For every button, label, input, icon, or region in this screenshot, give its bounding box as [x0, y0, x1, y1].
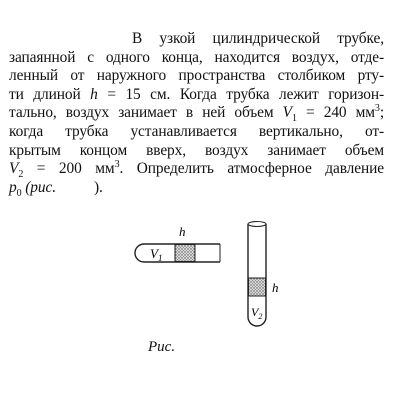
- text-segment: Когда трубка лежит горизон-: [179, 85, 385, 103]
- h-label-vertical: h: [272, 280, 279, 295]
- p0-symbol: p: [9, 178, 17, 196]
- horizontal-tube: [135, 224, 220, 263]
- mercury-column-vertical: [249, 278, 266, 296]
- text-line-1: [9, 30, 384, 49]
- v1-value: = 240 мм: [296, 104, 375, 122]
- text-segment: (рис.: [25, 178, 56, 196]
- v1-label: $V_1$: [150, 246, 163, 263]
- text-line-9: [9, 179, 384, 198]
- h-label-horizontal: h: [179, 224, 186, 239]
- text-line-7: [9, 142, 384, 161]
- v2-label: $V_2$: [251, 305, 263, 321]
- text-segment: Определить атмосферное давление: [136, 160, 384, 178]
- p0-subscript: 0: [16, 187, 22, 199]
- problem-text: [9, 30, 384, 197]
- text-line-8: $V_2 = 200$ $мм^3$. Определить атмосферное давление: [9, 159, 384, 181]
- text-segment: В узкой цилиндрической трубке,: [132, 30, 384, 47]
- h-value: = 15 см.: [97, 85, 171, 103]
- v2-exponent: 3: [114, 159, 120, 171]
- tube-diagram: [100, 212, 320, 337]
- text-segment: тально, воздух занимает в ней объем: [9, 104, 274, 122]
- v1-subscript: 1: [291, 113, 297, 125]
- text-line-6: [9, 123, 384, 142]
- text-segment: ти длиной: [9, 85, 81, 103]
- text-segment: запаянной с одного конца, находится воздух, отде-: [9, 48, 384, 66]
- text-line-4: [9, 86, 384, 105]
- text-segment: ).: [93, 178, 103, 196]
- h-symbol: h: [90, 85, 98, 103]
- text-segment: ленный от наружного пространства столбиком рту-: [9, 67, 384, 85]
- text-line-5: тально, воздух занимает в ней объем $V_1 = 240$ $мм^3$;: [9, 103, 385, 125]
- sealed-end: [135, 244, 144, 262]
- vertical-tube: [248, 222, 279, 327]
- mercury-column-horizontal: [175, 245, 195, 262]
- text-line-2: [9, 49, 384, 68]
- v2-value: = 200 мм: [23, 160, 115, 178]
- v1-symbol: V: [282, 104, 292, 122]
- text-line-3: [9, 67, 384, 86]
- v1-exponent: 3: [374, 103, 380, 115]
- v2-symbol: V: [9, 160, 19, 178]
- tube-diagram-svg: [100, 212, 320, 337]
- text-segment: крытым концом вверх, воздух занимает объем: [9, 141, 384, 159]
- v2-subscript: 2: [18, 169, 24, 181]
- open-end-top: [248, 222, 266, 227]
- text-segment: когда трубка устанавливается вертикально, от-: [9, 122, 384, 140]
- figure-caption: Рис.: [148, 339, 176, 355]
